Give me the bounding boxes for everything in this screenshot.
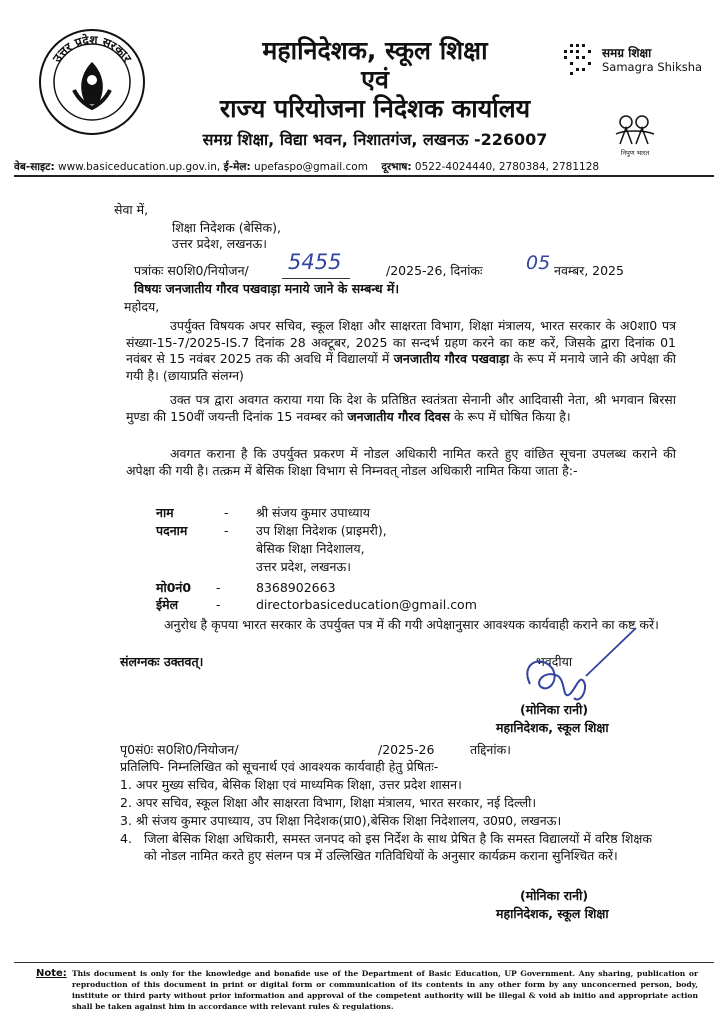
reference-prefix: पत्रांकः स0शि0/नियोजन/ (134, 263, 249, 278)
copy-item-4-number: 4. (120, 831, 132, 846)
name-dash: - (224, 505, 229, 520)
nipun-bharat-text: निपुण भारत (620, 149, 650, 157)
salutation: महोदय, (124, 299, 160, 314)
office-address: समग्र शिक्षा, विद्या भवन, निशातगंज, लखनऊ -226007 (202, 130, 548, 149)
signatory-title: महानिदेशक, स्कूल शिक्षा (496, 720, 609, 735)
office-title-line2: एवं (361, 65, 389, 94)
copy-reference: पृ0सं0ः स0शि0/नियोजन/ (120, 742, 239, 757)
enclosure: संलग्नकः उक्तवत्। (120, 654, 204, 669)
office-title-line1: महानिदेशक, स्कूल शिक्षा (262, 36, 488, 65)
p1-end: के रूप में मनाये जाने की अपेक्षा की गयी है। (छायाप्रति संलग्न) (126, 351, 676, 383)
handwritten-day: 05 (526, 252, 551, 274)
copy-item-2: 2. अपर सचिव, स्कूल शिक्षा और साक्षरता विभाग, शिक्षा मंत्रालय, भारत सरकार, नई दिल्ली। (120, 795, 537, 810)
signatory-name: (मोनिका रानी) (520, 702, 589, 717)
website-link[interactable]: www.basiceducation.up.gov.in, (58, 161, 221, 173)
phone-numbers: 0522-4024440, 2780384, 2781128 (414, 161, 600, 173)
paragraph-1 (126, 318, 676, 384)
mobile-dash: - (216, 580, 221, 595)
p2-text: उक्त पत्र द्वारा अवगत कराया गया कि देश के प्रतिष्ठित स्वतंत्रता सेनानी और आदिवासी नेता, श्री भगवान बिरसा मुण्डा की 150वीं जयन्ती दिनांक 15 नवम्बर को (126, 392, 676, 424)
office-title-line3: राज्य परियोजना निदेशक कार्यालय (219, 94, 531, 123)
note-label: Note: (36, 968, 67, 979)
contact-line (14, 160, 714, 174)
mobile-value: 8368902663 (256, 580, 336, 595)
nipun-bharat-logo (612, 112, 658, 156)
designation-label: पदनाम (156, 523, 188, 538)
designation-line1: उप शिक्षा निदेशक (प्राइमरी), (256, 523, 387, 538)
paragraph-2 (126, 392, 676, 425)
p2-end: के रूप में घोषित किया है। (454, 408, 571, 424)
copy-item-3: 3. श्री संजय कुमार उपाध्याय, उप शिक्षा निदेशक(प्रा0),बेसिक शिक्षा निदेशालय, उ0प्र0, लखनऊ। (120, 813, 562, 828)
samagra-shiksha-english: Samagra Shiksha (602, 60, 703, 74)
copy-item-1: 1. अपर मुख्य सचिव, बेसिक शिक्षा एवं माध्यमिक शिक्षा, उत्तर प्रदेश शासन। (120, 777, 462, 792)
addressee-line2: उत्तर प्रदेश, लखनऊ। (172, 236, 267, 251)
reference-month-year: नवम्बर, 2025 (554, 263, 624, 278)
phone-label: दूरभाष: (381, 161, 412, 173)
designation-line2: बेसिक शिक्षा निदेशालय, (256, 541, 365, 556)
emblem-text: उत्तर प्रदेश सरकार (49, 32, 135, 65)
designation-line3: उत्तर प्रदेश, लखनऊ। (256, 559, 351, 574)
copy-intro-text: प्रतिलिपि- निम्नलिखित को सूचनार्थ एवं आवश्यक कार्यवाही हेतु प्रेषितः- (120, 759, 439, 774)
copy-intro (120, 759, 438, 775)
reference-mid: /2025-26, दिनांकः (386, 263, 483, 278)
copy-reference-date: तद्दिनांक। (470, 742, 511, 757)
email-label: ई-मेल: (223, 161, 251, 173)
copy-item-4: जिला बेसिक शिक्षा अधिकारी, समस्त जनपद को इस निर्देश के साथ प्रेषित है कि समस्त विद्यालयों में वरिष्ठ शिक्षक को नोडल नामित करते हुए संलग्न पत्र में उल्लिखित गतिविधियों के अनुसार कार्यक्रम कराना सुनिश्चित करें। (144, 831, 652, 863)
addressee-line1: शिक्षा निदेशक (बेसिक), (172, 220, 281, 235)
paragraph-4: अनुरोध है कृपया भारत सरकार के उपर्युक्त पत्र में की गयी अपेक्षानुसार आवश्यक कार्यवाही कराने का कष्ट करें। (164, 617, 659, 632)
name-value: श्री संजय कुमार उपाध्याय (256, 505, 371, 520)
svg-text:उत्तर प्रदेश सरकार (49, 33, 135, 66)
designation-dash: - (224, 523, 229, 538)
samagra-shiksha-hindi: समग्र शिक्षा (602, 46, 652, 60)
header-divider (14, 175, 714, 177)
name-label: नाम (156, 505, 174, 520)
p1-text: उपर्युक्त विषयक अपर सचिव, स्कूल शिक्षा और साक्षरता विभाग, शिक्षा मंत्रालय, भारत सरकार के अ0शा0 पत्र संख्या-15-7/2025-IS.7 दिनांक 28 अक्टूबर, 2025 का सन्दर्भ ग्रहण करने का कष्ट करें, जिसके द्वारा दिनांक 01 नवंबर से 15 नवंबर 2025 तक की अवधि में विद्यालयों में (126, 318, 676, 366)
footer-divider (14, 962, 714, 963)
seva-mein: सेवा में, (114, 202, 149, 217)
p1-bold: जनजातीय गौरव पखवाड़ा (393, 351, 510, 366)
footer-note: This document is only for the knowledge and bonafide use of the Department of Basic Education, UP Government. Any sharing, publication or reproduction of this document in print or digital form or communication of its contents in any other form by any unconcerned person, body, institute or third party without prior information and approval of the competent authority will be illegal & void ab initio and appropriate action shall be taken against him in accordance with relevant rules & regulations. (72, 969, 698, 1011)
email-dash: - (216, 597, 221, 612)
email-value: directorbasiceducation@gmail.com (256, 597, 477, 612)
ref-underline (282, 278, 350, 279)
up-government-emblem (38, 28, 146, 136)
copy-signatory-name: (मोनिका रानी) (520, 888, 589, 903)
yours-faithfully: भवदीया (536, 654, 573, 669)
email-link[interactable]: upefaspo@gmail.com (254, 161, 368, 173)
p2-bold: जनजातीय गौरव दिवस (347, 408, 451, 424)
subject-line: विषयः जनजातीय गौरव पखवाड़ा मनाये जाने के सम्बन्ध में। (134, 281, 400, 296)
website-label: वेब-साइट: (14, 161, 55, 173)
handwritten-ref-number: 5455 (288, 250, 342, 274)
mobile-label: मो0नं0 (156, 580, 192, 595)
copy-signatory-title: महानिदेशक, स्कूल शिक्षा (496, 906, 609, 921)
paragraph-3: अवगत कराना है कि उपर्युक्त प्रकरण में नोडल अधिकारी नामित करते हुए वांछित सूचना उपलब्ध कराने की अपेक्षा की गयी है। तत्क्रम में बेसिक शिक्षा विभाग से निम्नवत् नोडल अधिकारी नामित किया जाता है:- (126, 446, 676, 478)
copy-reference-year: /2025-26 (378, 742, 435, 757)
email-field-label: ईमेल (156, 597, 179, 612)
signature-mark (500, 624, 640, 714)
samagra-shiksha-logo (562, 42, 598, 78)
